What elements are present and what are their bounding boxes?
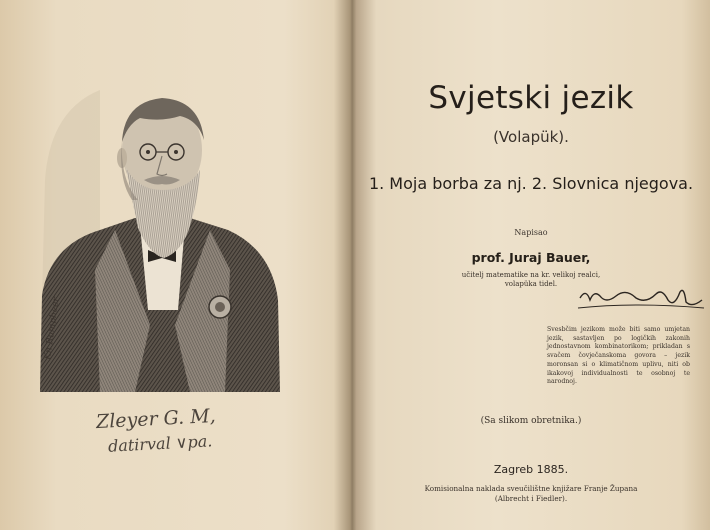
portrait-note: (Sa slikom obretnika.) <box>480 416 582 426</box>
book-title: Svjetski jezik <box>428 80 634 116</box>
left-page <box>0 0 350 530</box>
portrait-engraving <box>40 80 280 392</box>
handwritten-signature-text: Vrbančić <box>616 294 621 295</box>
book-heading: 1. Moja borba za nj. 2. Slovnica njegova. <box>368 174 694 193</box>
written-by-label: Napisao <box>514 228 548 237</box>
epigraph-quote: Svesbčim jezikom može biti samo umjetan jezik, sastavljen po logičkih zakonih jednostavnom kombinatorikom; prikladan s svačem čovječanskoma govora – jezik moronsan si o klimatičnom uplivu, niti ob ikakovoj individualnosti te osobnoj te narodnoj. <box>547 326 690 386</box>
engraver-signature: Kn Rumpheer <box>43 296 62 361</box>
publisher-line1: Komisionalna naklada sveučilištne knjižare Franje Župana <box>424 484 638 493</box>
right-page <box>352 0 710 530</box>
handwritten-signature <box>576 278 706 318</box>
inscription-line2: datirval ∨pa. <box>107 431 213 456</box>
place-year: Zagreb 1885. <box>493 463 569 476</box>
book-subtitle: (Volapük). <box>493 128 569 146</box>
publisher-line2: (Albrecht i Fiedler). <box>494 494 568 503</box>
affiliation-line2: volapüka tidel. <box>504 280 558 288</box>
affiliation-line1: učitelj matematike na kr. velikoj realci, <box>461 271 601 279</box>
author-name: prof. Juraj Bauer, <box>471 250 591 265</box>
publisher <box>352 484 710 504</box>
inscription-line1: Zleyer G. M, <box>95 404 217 434</box>
